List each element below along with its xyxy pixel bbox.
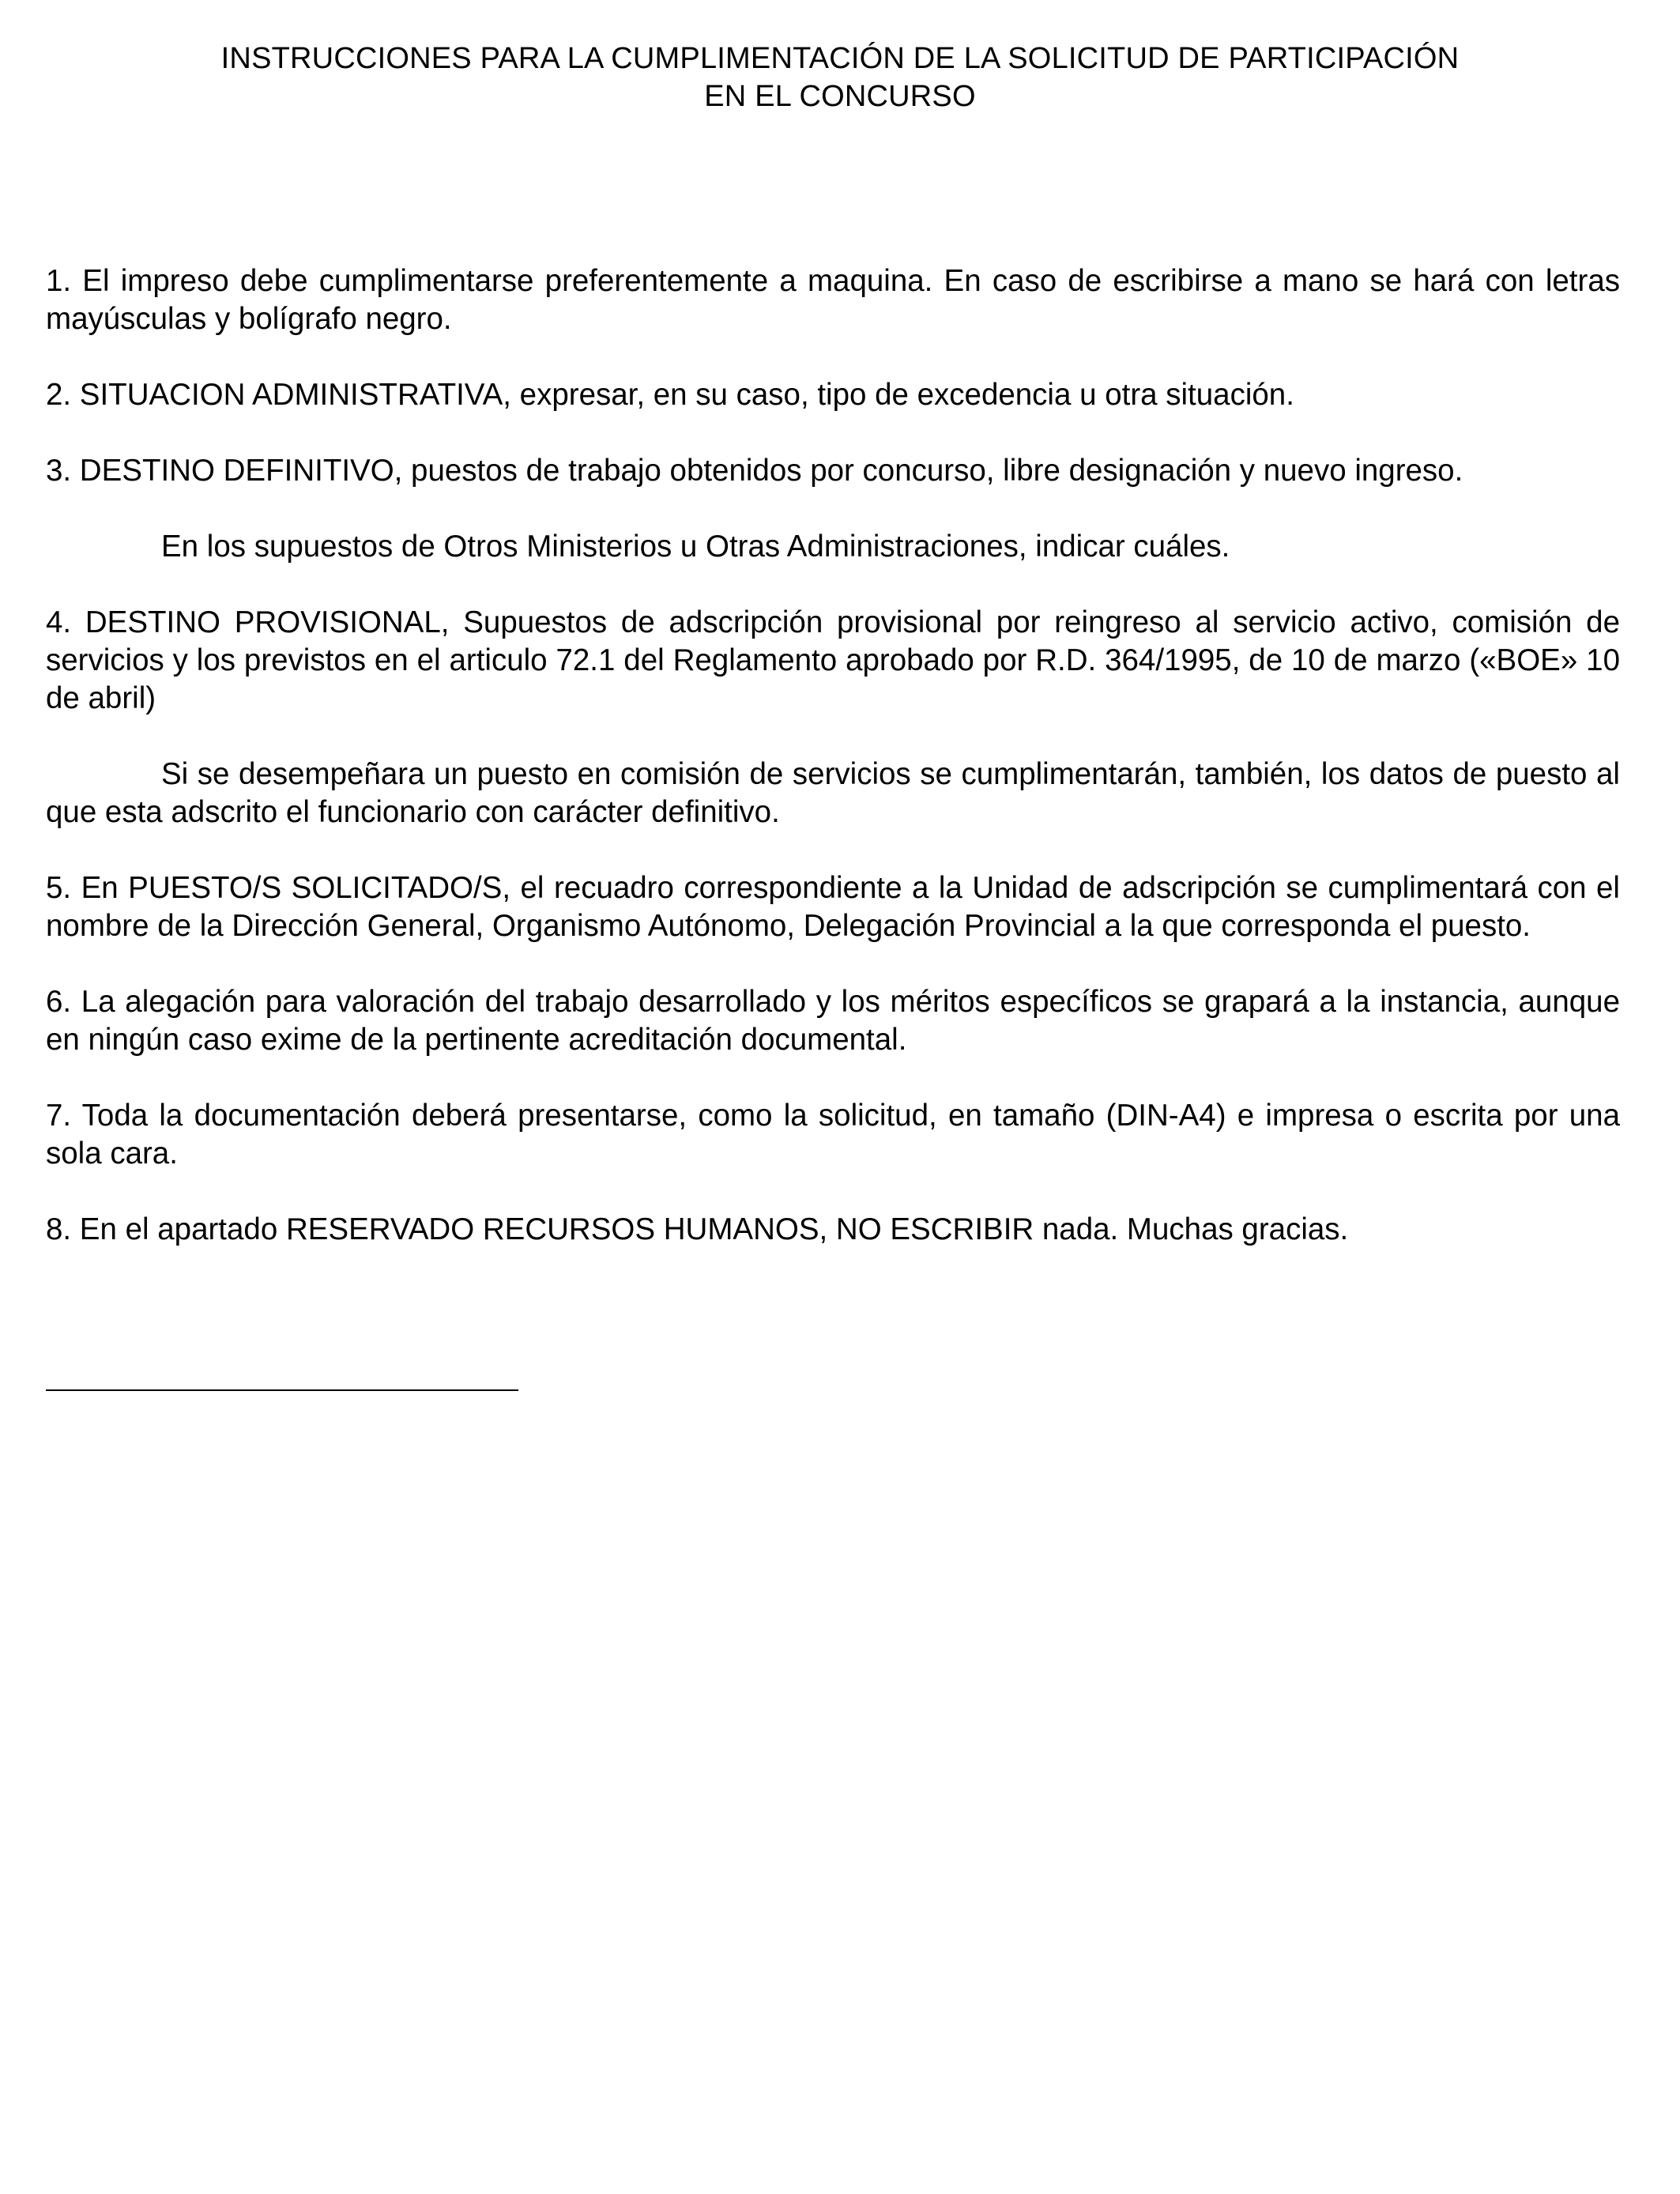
- document-title: [0, 40, 1680, 115]
- instruction-8: 8. En el apartado RESERVADO RECURSOS HUMANOS, NO ESCRIBIR nada. Muchas gracias.: [46, 1212, 1349, 1246]
- instruction-4-note: Si se desempeñara un puesto en comisión de servicios se cumplimentarán, también, los datos de puesto al que esta adscrito el funcionario con carácter definitivo.: [46, 757, 1620, 829]
- instruction-7: 7. Toda la documentación deberá presentarse, como la solicitud, en tamaño (DIN-A4) e impresa o escrita por una sola cara.: [46, 1099, 1620, 1171]
- instruction-5: 5. En PUESTO/S SOLICITADO/S, el recuadro correspondiente a la Unidad de adscripción se cumplimentará con el nombre de la Dirección General, Organismo Autónomo, Delegación Provincial a la que corresponda el puesto.: [46, 871, 1620, 943]
- instruction-3-note: En los supuestos de Otros Ministerios u Otras Administraciones, indicar cuáles.: [161, 530, 1230, 564]
- instruction-3: 3. DESTINO DEFINITIVO, puestos de trabajo obtenidos por concurso, libre designación y nuevo ingreso.: [46, 454, 1463, 488]
- instruction-2: 2. SITUACION ADMINISTRATIVA, expresar, en su caso, tipo de excedencia u otra situación.: [46, 378, 1294, 412]
- instruction-4: 4. DESTINO PROVISIONAL, Supuestos de adscripción provisional por reingreso al servicio activo, comisión de servicios y los previstos en el articulo 72.1 del Reglamento aprobado por R.D. 364/1995, de 10 de marzo («BOE» 10 de abril): [46, 605, 1620, 715]
- footnote-divider: [46, 1389, 518, 1391]
- instructions-body: [46, 262, 1620, 1249]
- instruction-1: 1. El impreso debe cumplimentarse preferentemente a maquina. En caso de escribirse a mano se hará con letras mayúsculas y bolígrafo negro.: [46, 264, 1620, 336]
- title-line-1: INSTRUCCIONES PARA LA CUMPLIMENTACIÓN DE LA SOLICITUD DE PARTICIPACIÓN: [220, 42, 1460, 75]
- instruction-6: 6. La alegación para valoración del trabajo desarrollado y los méritos específicos se grapará a la instancia, aunque en ningún caso exime de la pertinente acreditación documental.: [46, 985, 1620, 1057]
- title-line-2: EN EL CONCURSO: [704, 80, 976, 113]
